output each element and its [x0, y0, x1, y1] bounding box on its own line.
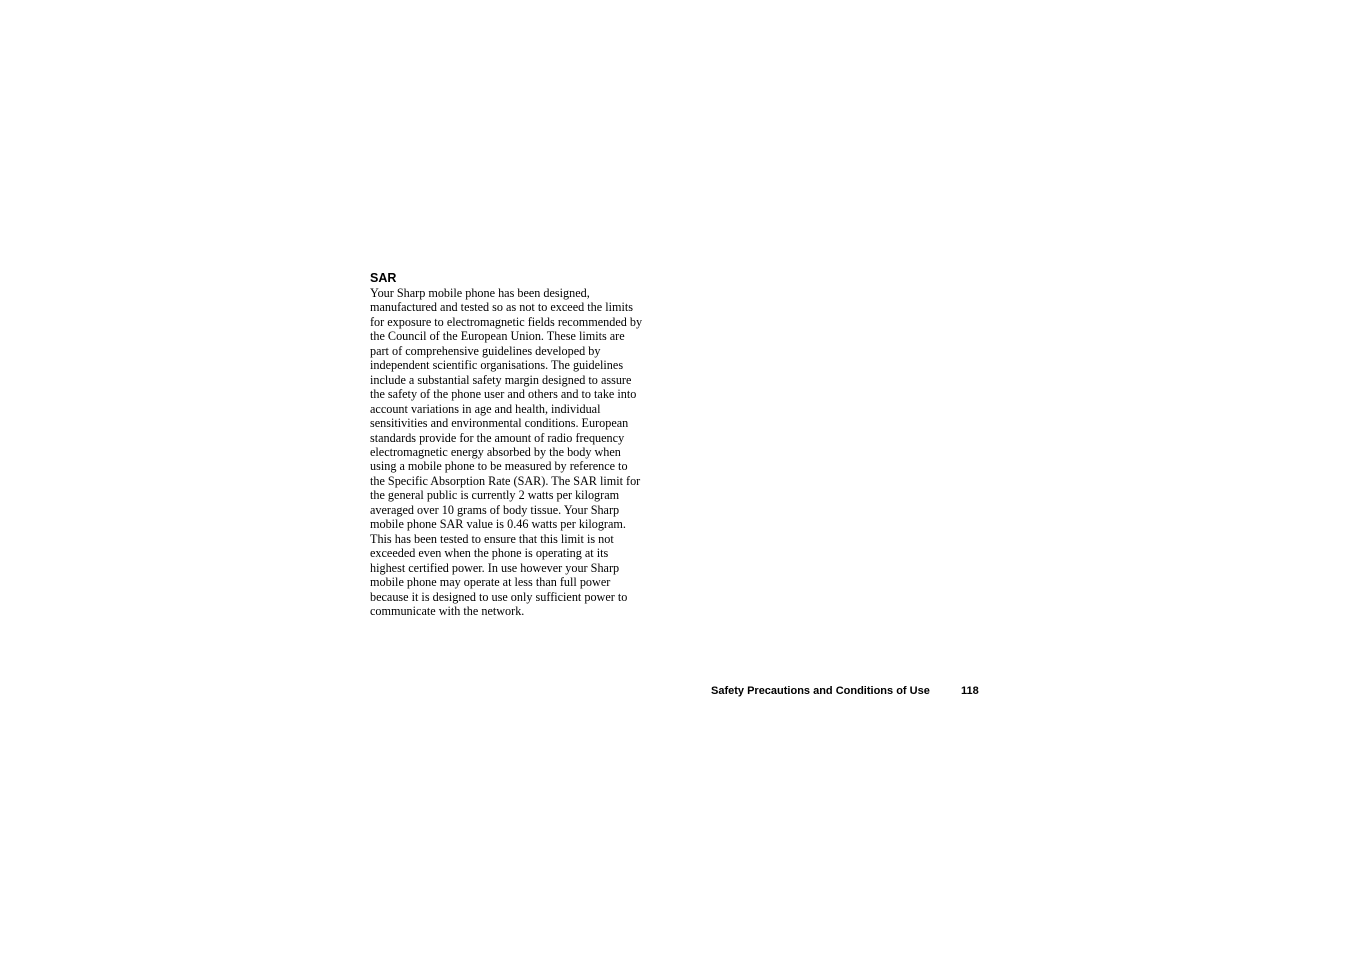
body-line: the Specific Absorption Rate (SAR). The SAR limit for: [370, 473, 641, 488]
section-heading: SAR: [370, 271, 397, 285]
body-line: exceeded even when the phone is operating at its: [370, 546, 609, 561]
body-line: averaged over 10 grams of body tissue. Your Sharp: [370, 502, 620, 517]
sar-section: [370, 271, 652, 618]
body-line: mobile phone may operate at less than full power: [370, 575, 611, 590]
body-line: independent scientific organisations. The guidelines: [370, 358, 624, 373]
body-line: account variations in age and health, individual: [370, 401, 601, 416]
body-line: standards provide for the amount of radio frequency: [370, 430, 625, 445]
section-body: [370, 286, 652, 618]
body-line: Your Sharp mobile phone has been designed,: [370, 286, 590, 300]
body-line: part of comprehensive guidelines developed by: [370, 343, 601, 358]
body-line: mobile phone SAR value is 0.46 watts per kilogram.: [370, 517, 626, 532]
page-footer: [711, 684, 979, 698]
body-line: sensitivities and environmental conditions. European: [370, 416, 629, 431]
body-line: the safety of the phone user and others and to take into: [370, 387, 637, 402]
body-line: for exposure to electromagnetic fields recommended by: [370, 314, 643, 329]
body-line: include a substantial safety margin designed to assure: [370, 372, 632, 387]
body-line: manufactured and tested so as not to exceed the limits: [370, 300, 633, 315]
body-line: because it is designed to use only sufficient power to: [370, 589, 628, 604]
body-line: communicate with the network.: [370, 603, 525, 618]
body-line: using a mobile phone to be measured by reference to: [370, 459, 628, 474]
page-number: 118: [961, 685, 979, 697]
body-line: highest certified power. In use however your Sharp: [370, 560, 620, 575]
footer-chapter-title: Safety Precautions and Conditions of Use: [711, 685, 930, 697]
body-line: This has been tested to ensure that this limit is not: [370, 531, 614, 546]
body-line: electromagnetic energy absorbed by the body when: [370, 444, 621, 459]
body-line: the general public is currently 2 watts per kilogram: [370, 488, 620, 503]
body-line: the Council of the European Union. These limits are: [370, 329, 625, 344]
